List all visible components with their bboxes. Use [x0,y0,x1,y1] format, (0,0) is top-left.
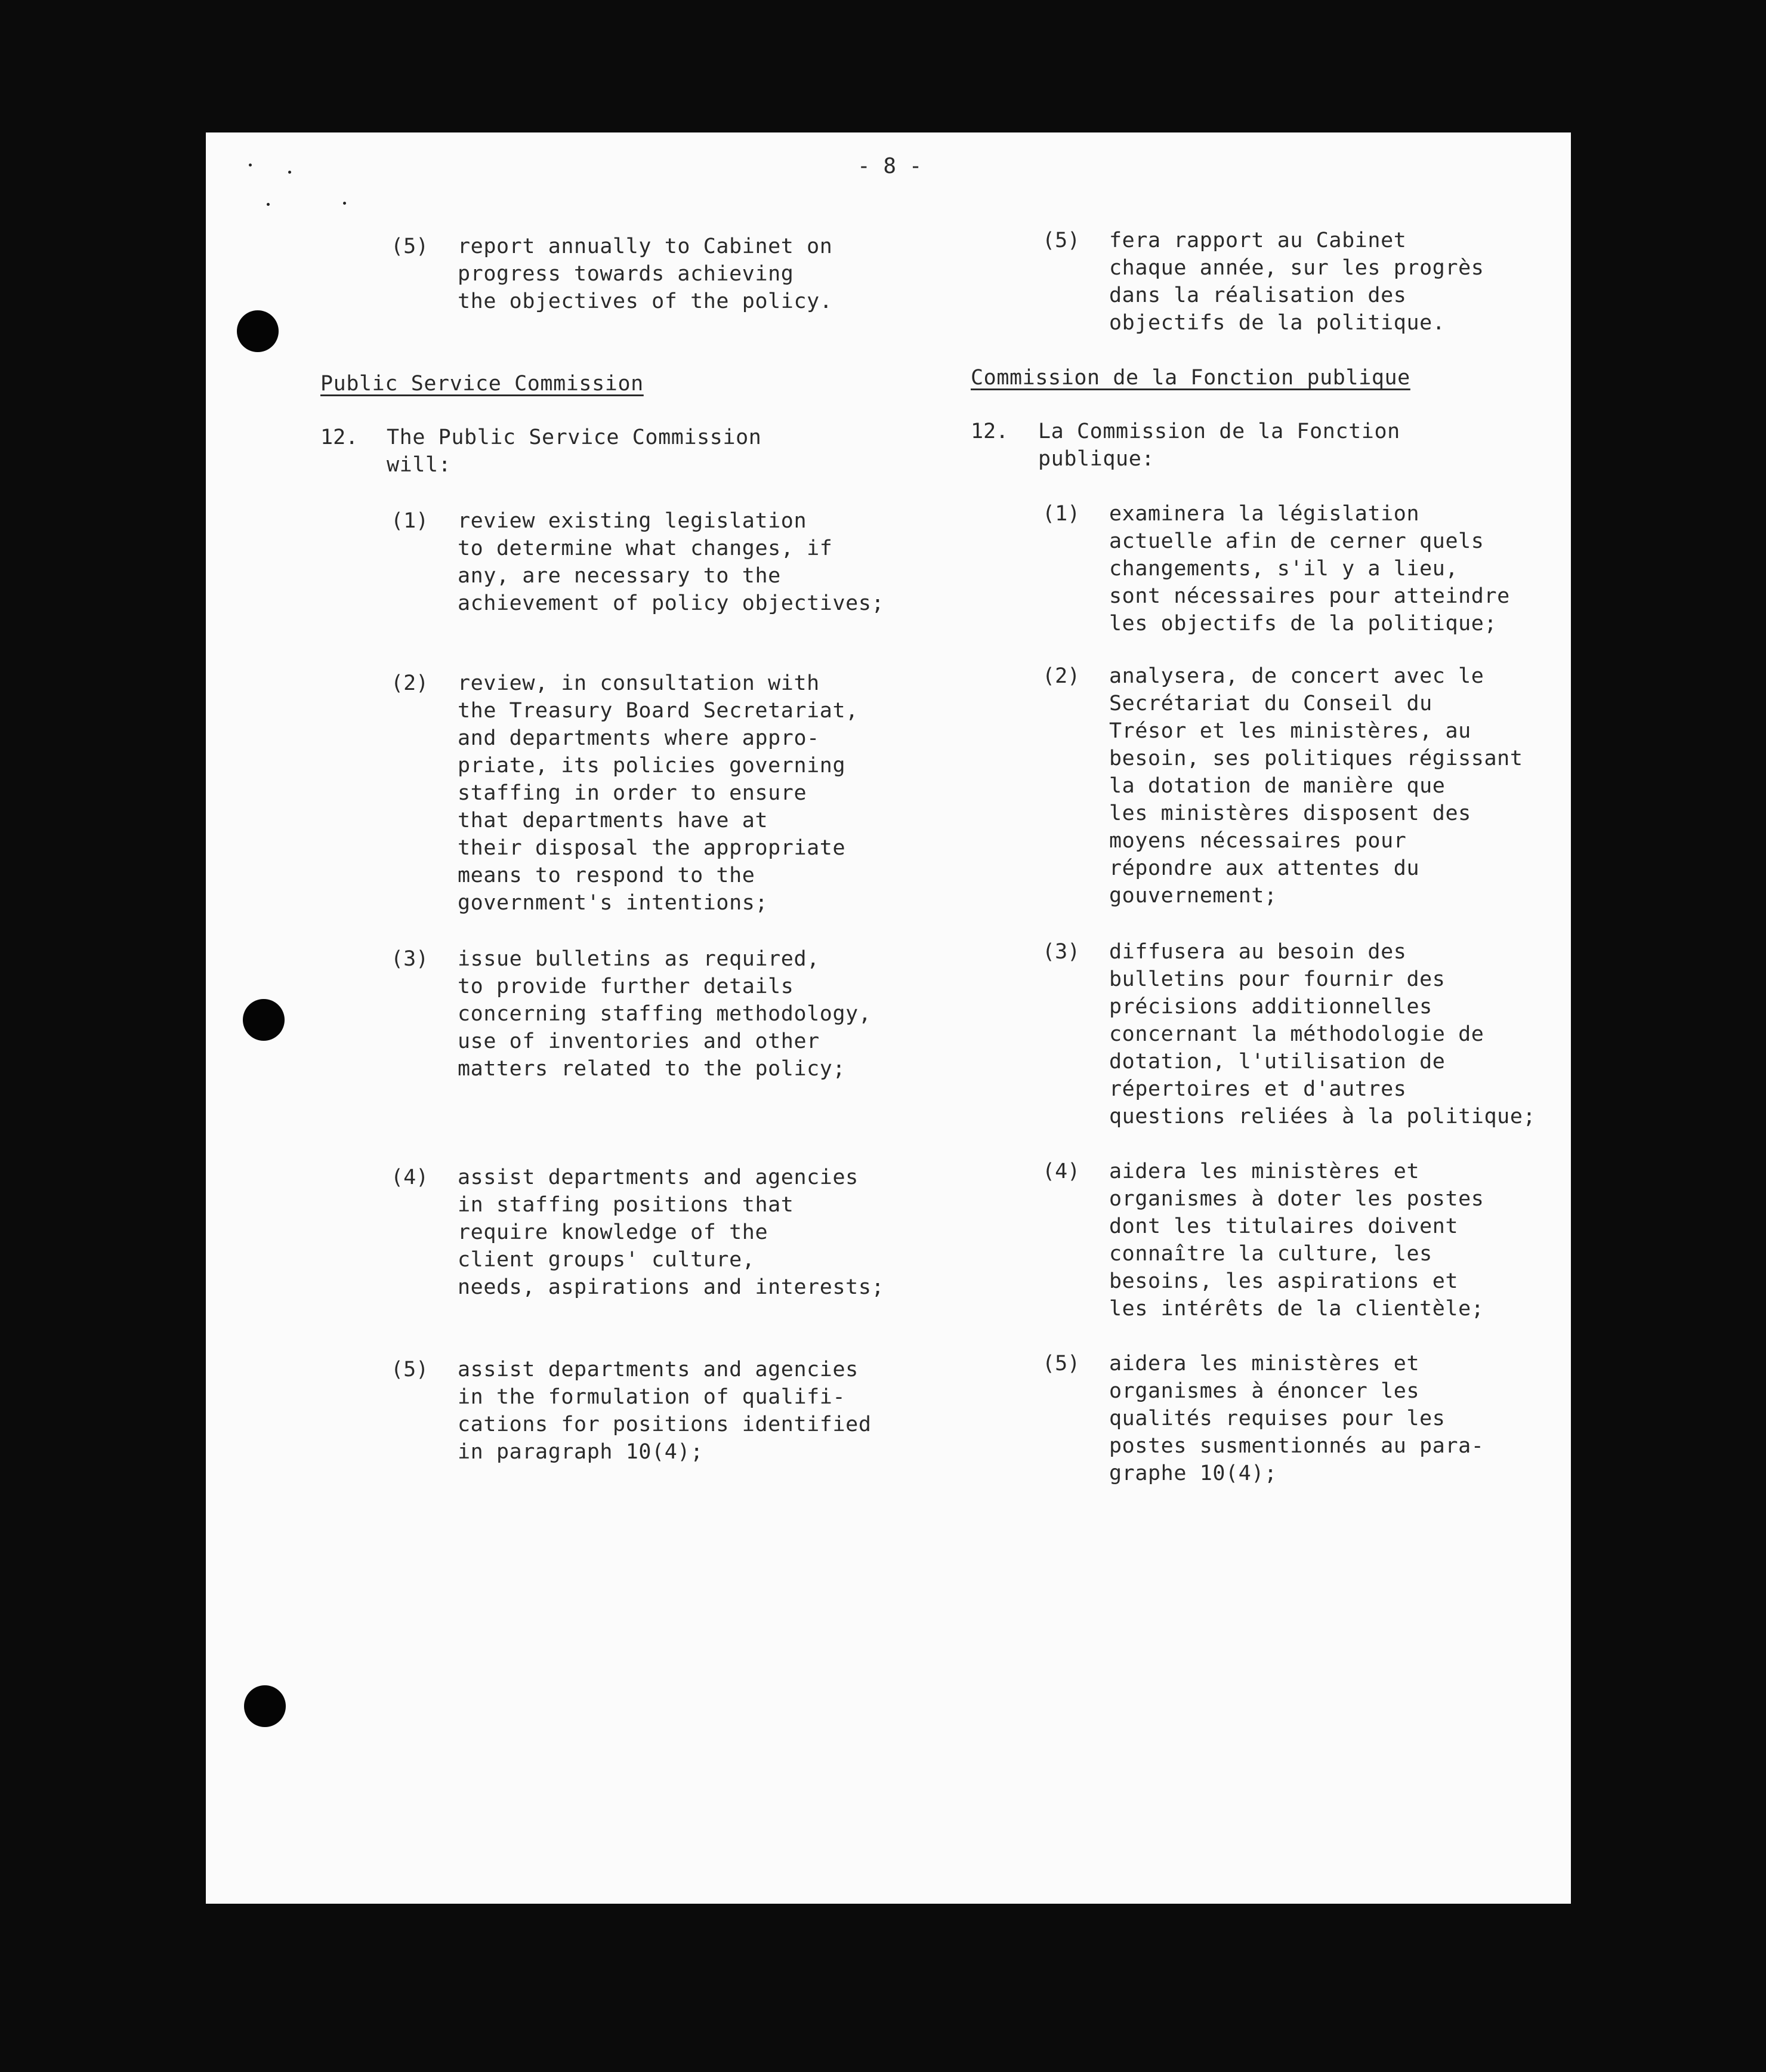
item-text: assist departments and agencies in the formulation of qualifi- cations for positions identified in paragraph 10(4); [458,1358,872,1464]
item-number: (3) [391,947,429,971]
item-text: fera rapport au Cabinet chaque année, sur les progrès dans la réalisation des objectifs de la politique. [1109,229,1484,335]
item-number: (5) [391,235,429,258]
item-text: assist departments and agencies in staffing positions that require knowledge of the client groups' culture, needs, aspirations and interests; [458,1166,885,1299]
scan-speck [288,171,291,174]
document-page [206,132,1571,1904]
item-text: review, in consultation with the Treasury Board Secretariat, and departments where appro- priate, its policies governing staffing in order to ensure that departments have at their disposal the appropriate means to respond to the government's intentions; [458,671,859,915]
item-text: aidera les ministères et organismes à doter les postes dont les titulaires doivent connaître la culture, les besoins, les aspirations et les intérêts de la clientèle; [1109,1160,1484,1321]
scan-speck [249,164,252,166]
item-number: (1) [391,509,429,533]
item-text: aidera les ministères et organismes à énoncer les qualités requises pour les postes susmentionnés au para- graphe 10(4); [1109,1352,1484,1485]
item-text: examinera la législation actuelle afin de cerner quels changements, s'il y a lieu, sont nécessaires pour atteindre les objectifs de la politique; [1109,502,1510,636]
section-heading: Commission de la Fonction publique [971,366,1410,390]
scan-speck [267,203,270,206]
punch-hole [244,1685,286,1727]
item-number: (3) [1042,940,1080,964]
item-text: review existing legislation to determine what changes, if any, are necessary to the achievement of policy objectives; [458,509,885,615]
section-heading: Public Service Commission [320,372,644,396]
item-number: (2) [1042,664,1080,688]
item-number: (5) [1042,229,1080,252]
item-text: analysera, de concert avec le Secrétariat du Conseil du Trésor et les ministères, au besoin, ses politiques régissant la dotation de manière que les ministères disposent des moyens nécessaires pour répondre aux attentes du gouvernement; [1109,664,1523,908]
item-number: (4) [1042,1160,1080,1183]
punch-hole [237,310,279,352]
item-number: (2) [391,671,429,695]
page-number: - 8 - [857,154,922,178]
item-number: (1) [1042,502,1080,526]
item-text: report annually to Cabinet on progress towards achieving the objectives of the policy. [458,235,833,313]
section-number: 12. [320,426,359,449]
item-number: (5) [391,1358,429,1382]
item-text: issue bulletins as required, to provide further details concerning staffing methodology, use of inventories and other matters related to the policy; [458,947,872,1081]
section-intro: The Public Service Commission will: [387,426,762,477]
item-number: (4) [391,1166,429,1189]
item-text: diffusera au besoin des bulletins pour fournir des précisions additionnelles concernant la méthodologie de dotation, l'utilisation de répertoires et d'autres questions reliées à la politique; [1109,940,1536,1128]
item-number: (5) [1042,1352,1080,1376]
section-number: 12. [971,420,1009,443]
punch-hole [243,999,285,1041]
scan-speck [343,202,346,205]
section-intro: La Commission de la Fonction publique: [1038,420,1400,471]
